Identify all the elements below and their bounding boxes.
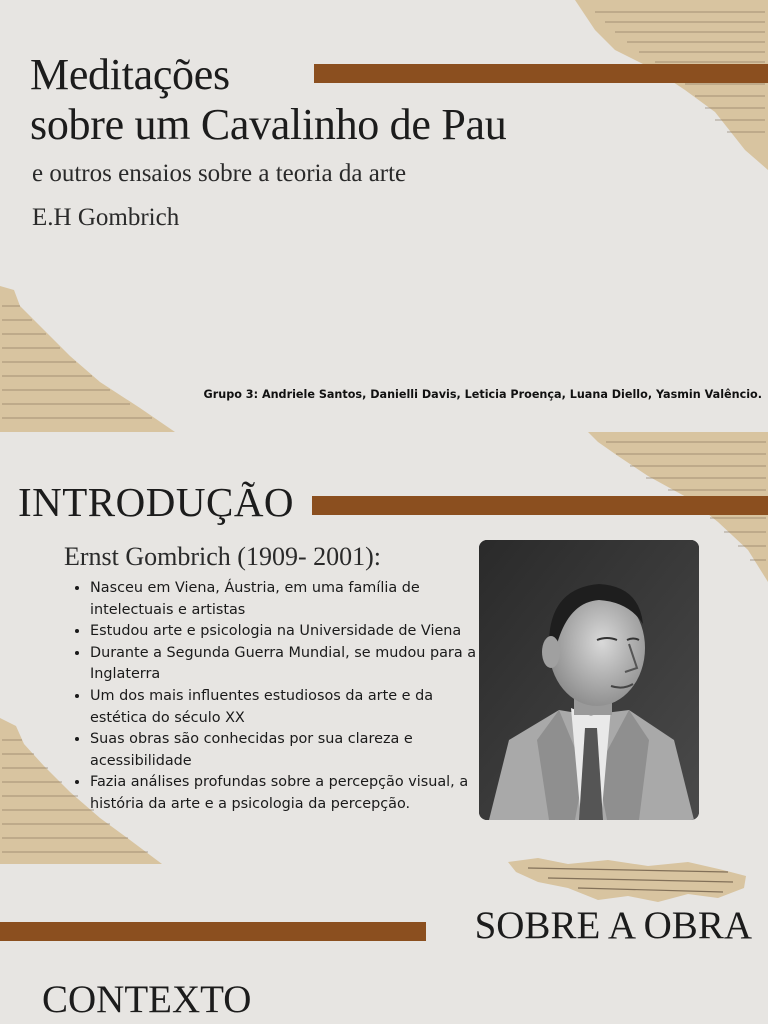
group-members: Grupo 3: Andriele Santos, Danielli Davis, Leticia Proença, Luana Diello, Yasmin Valêncio. bbox=[203, 388, 762, 401]
newspaper-scrap-bottom-left bbox=[0, 286, 180, 432]
gombrich-heading: Ernst Gombrich (1909- 2001): bbox=[64, 542, 382, 571]
intro-heading: INTRODUÇÃO bbox=[18, 479, 295, 525]
list-item: • Nasceu em Viena, Áustria, em uma família de intelectuais e artistas bbox=[90, 578, 490, 621]
accent-bar bbox=[0, 922, 426, 941]
cover-title-line2: sobre um Cavalinho de Pau bbox=[30, 100, 507, 149]
cover-title-line1: Meditações bbox=[30, 50, 230, 99]
facts-list bbox=[72, 578, 490, 816]
newspaper-scrap-top-right bbox=[575, 0, 768, 170]
cover-author: E.H Gombrich bbox=[32, 204, 180, 231]
about-work-heading: SOBRE A OBRA bbox=[474, 904, 752, 947]
gombrich-photo bbox=[479, 540, 699, 820]
context-heading: CONTEXTO bbox=[42, 978, 252, 1021]
list-item: • Estudou arte e psicologia na Universidade de Viena bbox=[90, 621, 490, 643]
newspaper-strip bbox=[508, 858, 748, 908]
cover-slide bbox=[0, 0, 768, 432]
accent-bar bbox=[312, 496, 768, 515]
accent-bar bbox=[314, 64, 768, 83]
intro-slide bbox=[0, 432, 768, 1024]
list-item: • Um dos mais influentes estudiosos da arte e da estética do século XX bbox=[90, 686, 490, 729]
cover-subtitle: e outros ensaios sobre a teoria da arte bbox=[32, 160, 407, 187]
list-item: • Fazia análises profundas sobre a percepção visual, a história da arte e a psicologia da percepção. bbox=[90, 772, 490, 815]
list-item: • Durante a Segunda Guerra Mundial, se mudou para a Inglaterra bbox=[90, 643, 490, 686]
list-item: • Suas obras são conhecidas por sua clareza e acessibilidade bbox=[90, 729, 490, 772]
